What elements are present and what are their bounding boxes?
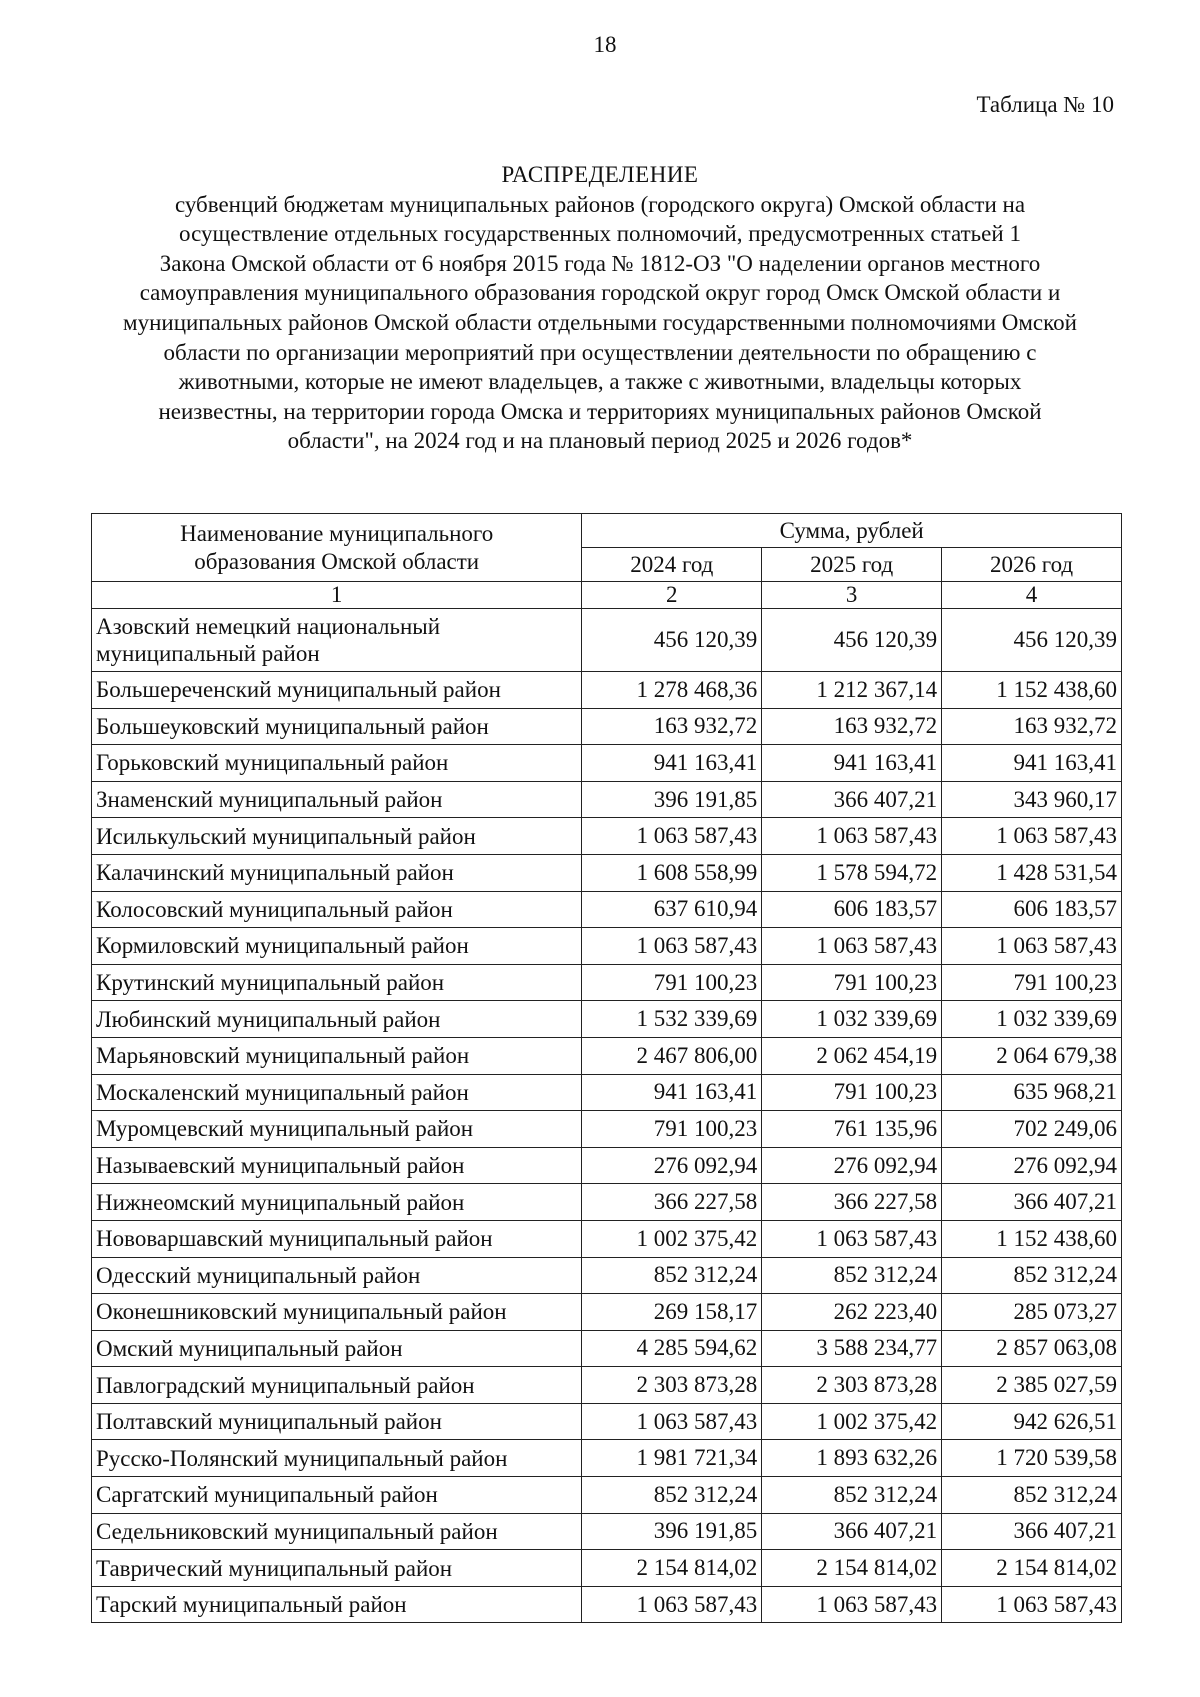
title-line: области по организации мероприятий при осуществлении деятельности по обращению с — [163, 339, 1037, 365]
table-body — [92, 609, 1122, 1623]
amount-y2026: 1 063 587,43 — [942, 818, 1122, 855]
amount-y2025: 1 063 587,43 — [762, 1220, 942, 1257]
amount-y2026: 1 063 587,43 — [942, 1586, 1122, 1623]
amount-y2024: 1 063 587,43 — [582, 928, 762, 965]
district-name-cell: Нижнеомский муниципальный район — [92, 1184, 582, 1221]
table-row — [92, 1074, 1122, 1111]
header-col-number: 3 — [762, 582, 942, 609]
table-row — [92, 1330, 1122, 1367]
amount-y2025: 1 032 339,69 — [762, 1001, 942, 1038]
header-sum: Сумма, рублей — [582, 514, 1122, 548]
table-row — [92, 1037, 1122, 1074]
document-title — [90, 160, 1110, 456]
amount-y2025: 606 183,57 — [762, 891, 942, 928]
amount-y2025: 791 100,23 — [762, 964, 942, 1001]
amount-y2024: 1 608 558,99 — [582, 854, 762, 891]
title-line: муниципальных районов Омской области отдельными государственными полномочиями Омской — [123, 309, 1077, 335]
amount-y2025: 1 063 587,43 — [762, 818, 942, 855]
district-name-cell: Русско-Полянский муниципальный район — [92, 1440, 582, 1477]
district-name-cell: Оконешниковский муниципальный район — [92, 1294, 582, 1331]
amount-y2025: 1 578 594,72 — [762, 854, 942, 891]
amount-y2025: 366 407,21 — [762, 1513, 942, 1550]
district-name-cell: Любинский муниципальный район — [92, 1001, 582, 1038]
amount-y2024: 637 610,94 — [582, 891, 762, 928]
amount-y2025: 276 092,94 — [762, 1147, 942, 1184]
table-row — [92, 928, 1122, 965]
district-name-cell: Полтавский муниципальный район — [92, 1403, 582, 1440]
amount-y2024: 163 932,72 — [582, 708, 762, 745]
page-number: 18 — [593, 32, 617, 57]
table-row — [92, 1220, 1122, 1257]
amount-y2026: 2 064 679,38 — [942, 1037, 1122, 1074]
amount-y2024: 269 158,17 — [582, 1294, 762, 1331]
district-name-cell: Одесский муниципальный район — [92, 1257, 582, 1294]
amount-y2025: 366 227,58 — [762, 1184, 942, 1221]
amount-y2024: 852 312,24 — [582, 1477, 762, 1514]
amount-y2024: 4 285 594,62 — [582, 1330, 762, 1367]
amount-y2026: 1 152 438,60 — [942, 672, 1122, 709]
amount-y2025: 1 893 632,26 — [762, 1440, 942, 1477]
amount-y2025: 163 932,72 — [762, 708, 942, 745]
district-name-line: Азовский немецкий национальный — [96, 614, 441, 639]
amount-y2024: 1 532 339,69 — [582, 1001, 762, 1038]
district-name-cell: Калачинский муниципальный район — [92, 854, 582, 891]
amount-y2025: 1 212 367,14 — [762, 672, 942, 709]
amount-y2024: 396 191,85 — [582, 1513, 762, 1550]
amount-y2024: 941 163,41 — [582, 1074, 762, 1111]
amount-y2026: 1 720 539,58 — [942, 1440, 1122, 1477]
table-row — [92, 854, 1122, 891]
header-col-number: 4 — [942, 582, 1122, 609]
header-year-2025: 2025 год — [762, 548, 942, 582]
district-name-cell: Омский муниципальный район — [92, 1330, 582, 1367]
header-col-number: 1 — [92, 582, 582, 609]
amount-y2026: 2 154 814,02 — [942, 1550, 1122, 1587]
table-row — [92, 672, 1122, 709]
district-name-cell: Кормиловский муниципальный район — [92, 928, 582, 965]
amount-y2024: 2 467 806,00 — [582, 1037, 762, 1074]
amount-y2026: 1 063 587,43 — [942, 928, 1122, 965]
district-name-cell: Тарский муниципальный район — [92, 1586, 582, 1623]
table-label: Таблица № 10 — [976, 92, 1114, 117]
header-name — [92, 514, 582, 582]
amount-y2025: 262 223,40 — [762, 1294, 942, 1331]
district-name-cell: Знаменский муниципальный район — [92, 781, 582, 818]
amount-y2026: 791 100,23 — [942, 964, 1122, 1001]
amount-y2026: 163 932,72 — [942, 708, 1122, 745]
distribution-table — [91, 513, 1122, 1623]
table-row — [92, 1367, 1122, 1404]
table-row — [92, 781, 1122, 818]
amount-y2026: 635 968,21 — [942, 1074, 1122, 1111]
district-name-cell: Колосовский муниципальный район — [92, 891, 582, 928]
amount-y2026: 606 183,57 — [942, 891, 1122, 928]
title-heading: РАСПРЕДЕЛЕНИЕ — [501, 162, 699, 187]
amount-y2024: 2 303 873,28 — [582, 1367, 762, 1404]
table-row — [92, 1257, 1122, 1294]
amount-y2025: 852 312,24 — [762, 1257, 942, 1294]
amount-y2026: 1 032 339,69 — [942, 1001, 1122, 1038]
amount-y2024: 791 100,23 — [582, 1111, 762, 1148]
amount-y2026: 702 249,06 — [942, 1111, 1122, 1148]
amount-y2024: 1 278 468,36 — [582, 672, 762, 709]
amount-y2026: 1 428 531,54 — [942, 854, 1122, 891]
table-row — [92, 1513, 1122, 1550]
table-row — [92, 609, 1122, 672]
amount-y2024: 1 063 587,43 — [582, 818, 762, 855]
amount-y2026: 343 960,17 — [942, 781, 1122, 818]
table-row — [92, 891, 1122, 928]
header-col-number: 2 — [582, 582, 762, 609]
amount-y2025: 456 120,39 — [762, 609, 942, 672]
table-row — [92, 1184, 1122, 1221]
amount-y2026: 276 092,94 — [942, 1147, 1122, 1184]
amount-y2025: 3 588 234,77 — [762, 1330, 942, 1367]
district-name-cell: Горьковский муниципальный район — [92, 745, 582, 782]
title-line: области", на 2024 год и на плановый период 2025 и 2026 годов* — [287, 428, 913, 454]
district-name-cell: Марьяновский муниципальный район — [92, 1037, 582, 1074]
table-row — [92, 964, 1122, 1001]
amount-y2024: 366 227,58 — [582, 1184, 762, 1221]
amount-y2026: 366 407,21 — [942, 1513, 1122, 1550]
district-name-cell — [92, 609, 582, 672]
header-name-line2: образования Омской области — [194, 548, 480, 574]
district-name-cell: Саргатский муниципальный район — [92, 1477, 582, 1514]
amount-y2026: 2 857 063,08 — [942, 1330, 1122, 1367]
district-name-line: муниципальный район — [96, 641, 320, 666]
amount-y2026: 456 120,39 — [942, 609, 1122, 672]
district-name-cell: Таврический муниципальный район — [92, 1550, 582, 1587]
district-name-cell: Москаленский муниципальный район — [92, 1074, 582, 1111]
amount-y2024: 941 163,41 — [582, 745, 762, 782]
table-row — [92, 1440, 1122, 1477]
amount-y2025: 2 303 873,28 — [762, 1367, 942, 1404]
title-line: самоуправления муниципального образования городской округ город Омск Омской области и — [139, 280, 1061, 306]
amount-y2025: 852 312,24 — [762, 1477, 942, 1514]
amount-y2025: 761 135,96 — [762, 1111, 942, 1148]
amount-y2025: 366 407,21 — [762, 781, 942, 818]
table-row — [92, 745, 1122, 782]
title-line: субвенций бюджетам муниципальных районов (городского округа) Омской области на — [174, 191, 1026, 217]
table-row — [92, 818, 1122, 855]
title-line: неизвестны, на территории города Омска и территориях муниципальных районов Омской — [158, 398, 1042, 424]
amount-y2024: 1 063 587,43 — [582, 1403, 762, 1440]
amount-y2025: 2 154 814,02 — [762, 1550, 942, 1587]
header-year-2026: 2026 год — [942, 548, 1122, 582]
table-row — [92, 1111, 1122, 1148]
amount-y2024: 276 092,94 — [582, 1147, 762, 1184]
amount-y2024: 396 191,85 — [582, 781, 762, 818]
amount-y2026: 852 312,24 — [942, 1257, 1122, 1294]
amount-y2026: 852 312,24 — [942, 1477, 1122, 1514]
amount-y2024: 456 120,39 — [582, 609, 762, 672]
amount-y2025: 791 100,23 — [762, 1074, 942, 1111]
amount-y2025: 1 063 587,43 — [762, 928, 942, 965]
amount-y2026: 1 152 438,60 — [942, 1220, 1122, 1257]
district-name-cell: Большереченский муниципальный район — [92, 672, 582, 709]
district-name-cell: Нововаршавский муниципальный район — [92, 1220, 582, 1257]
title-line: Закона Омской области от 6 ноября 2015 года № 1812-ОЗ "О наделении органов местного — [159, 250, 1041, 276]
district-name-cell: Седельниковский муниципальный район — [92, 1513, 582, 1550]
amount-y2025: 2 062 454,19 — [762, 1037, 942, 1074]
amount-y2024: 1 002 375,42 — [582, 1220, 762, 1257]
district-name-cell: Исилькульский муниципальный район — [92, 818, 582, 855]
table-row — [92, 1403, 1122, 1440]
header-year-2024: 2024 год — [582, 548, 762, 582]
table-row — [92, 1001, 1122, 1038]
table-row — [92, 1294, 1122, 1331]
amount-y2024: 1 981 721,34 — [582, 1440, 762, 1477]
amount-y2025: 1 002 375,42 — [762, 1403, 942, 1440]
district-name-cell: Называевский муниципальный район — [92, 1147, 582, 1184]
district-name-cell: Большеуковский муниципальный район — [92, 708, 582, 745]
amount-y2026: 2 385 027,59 — [942, 1367, 1122, 1404]
table-row — [92, 1147, 1122, 1184]
title-line: осуществление отдельных государственных полномочий, предусмотренных статьей 1 — [179, 221, 1021, 247]
table-row — [92, 1550, 1122, 1587]
amount-y2025: 1 063 587,43 — [762, 1586, 942, 1623]
title-line: животными, которые не имеют владельцев, а также с животными, владельцы которых — [178, 369, 1022, 395]
table-row — [92, 708, 1122, 745]
amount-y2026: 942 626,51 — [942, 1403, 1122, 1440]
header-name-line1: Наименование муниципального — [180, 520, 494, 546]
amount-y2026: 285 073,27 — [942, 1294, 1122, 1331]
amount-y2024: 2 154 814,02 — [582, 1550, 762, 1587]
district-name-cell: Павлоградский муниципальный район — [92, 1367, 582, 1404]
amount-y2025: 941 163,41 — [762, 745, 942, 782]
amount-y2024: 1 063 587,43 — [582, 1586, 762, 1623]
district-name-cell: Крутинский муниципальный район — [92, 964, 582, 1001]
table-row — [92, 1586, 1122, 1623]
amount-y2026: 941 163,41 — [942, 745, 1122, 782]
amount-y2026: 366 407,21 — [942, 1184, 1122, 1221]
amount-y2024: 852 312,24 — [582, 1257, 762, 1294]
table-header — [92, 514, 1122, 609]
table-row — [92, 1477, 1122, 1514]
district-name-cell: Муромцевский муниципальный район — [92, 1111, 582, 1148]
amount-y2024: 791 100,23 — [582, 964, 762, 1001]
